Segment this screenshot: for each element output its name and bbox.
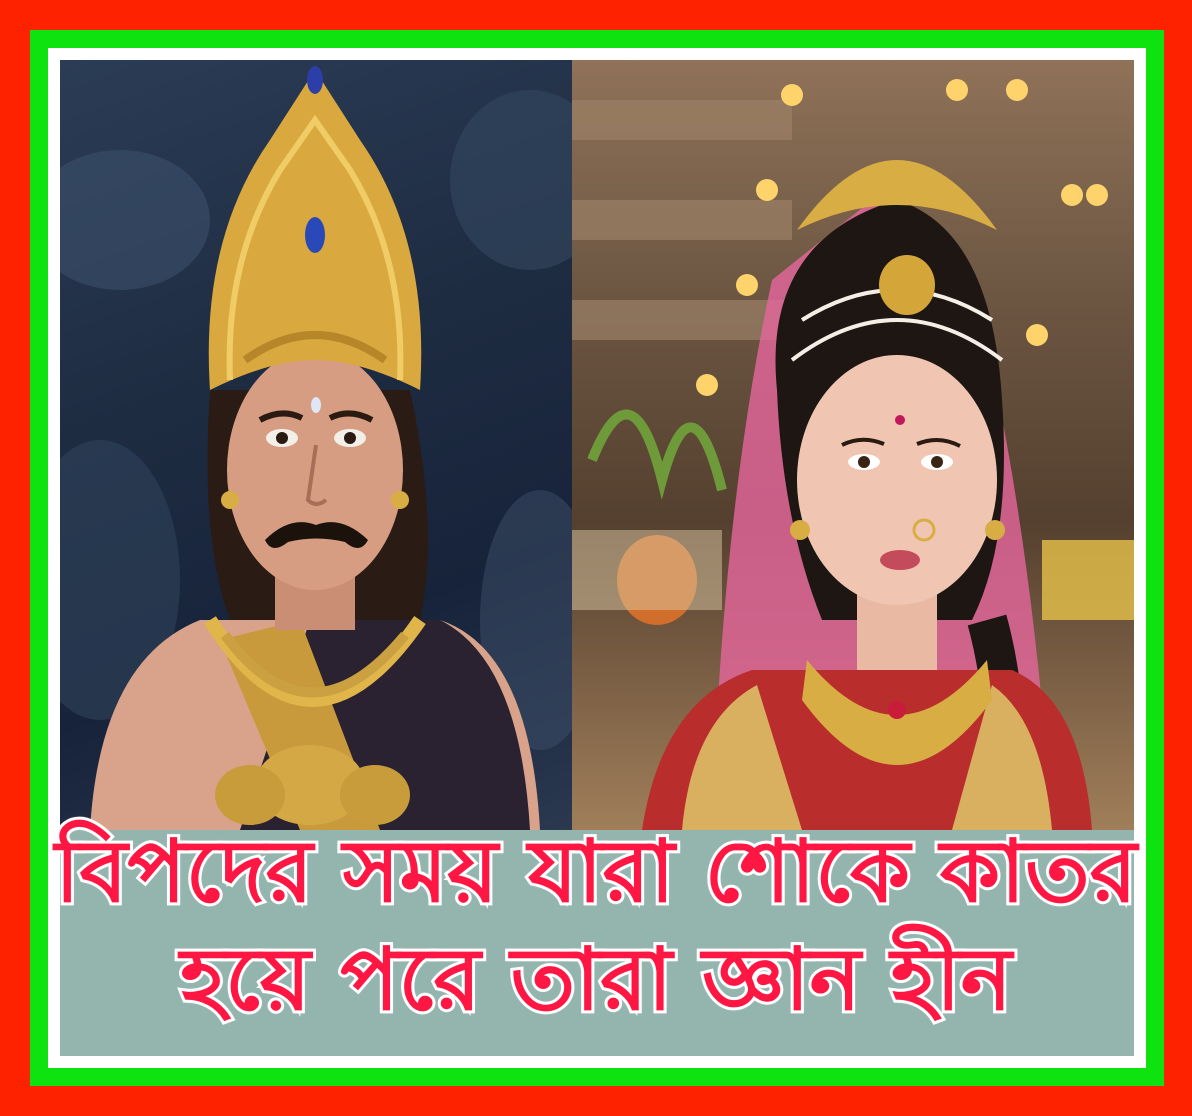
caption-line-2: হয়ে পরে তারা জ্ঞান হীন: [180, 930, 1012, 1030]
queen-photo-panel: [572, 60, 1134, 830]
caption-line-1: বিপদের সময় যারা শোকে কাতর: [55, 822, 1137, 922]
queen-illustration: [572, 60, 1134, 830]
king-photo-panel: [60, 60, 572, 830]
king-illustration: [60, 60, 572, 830]
